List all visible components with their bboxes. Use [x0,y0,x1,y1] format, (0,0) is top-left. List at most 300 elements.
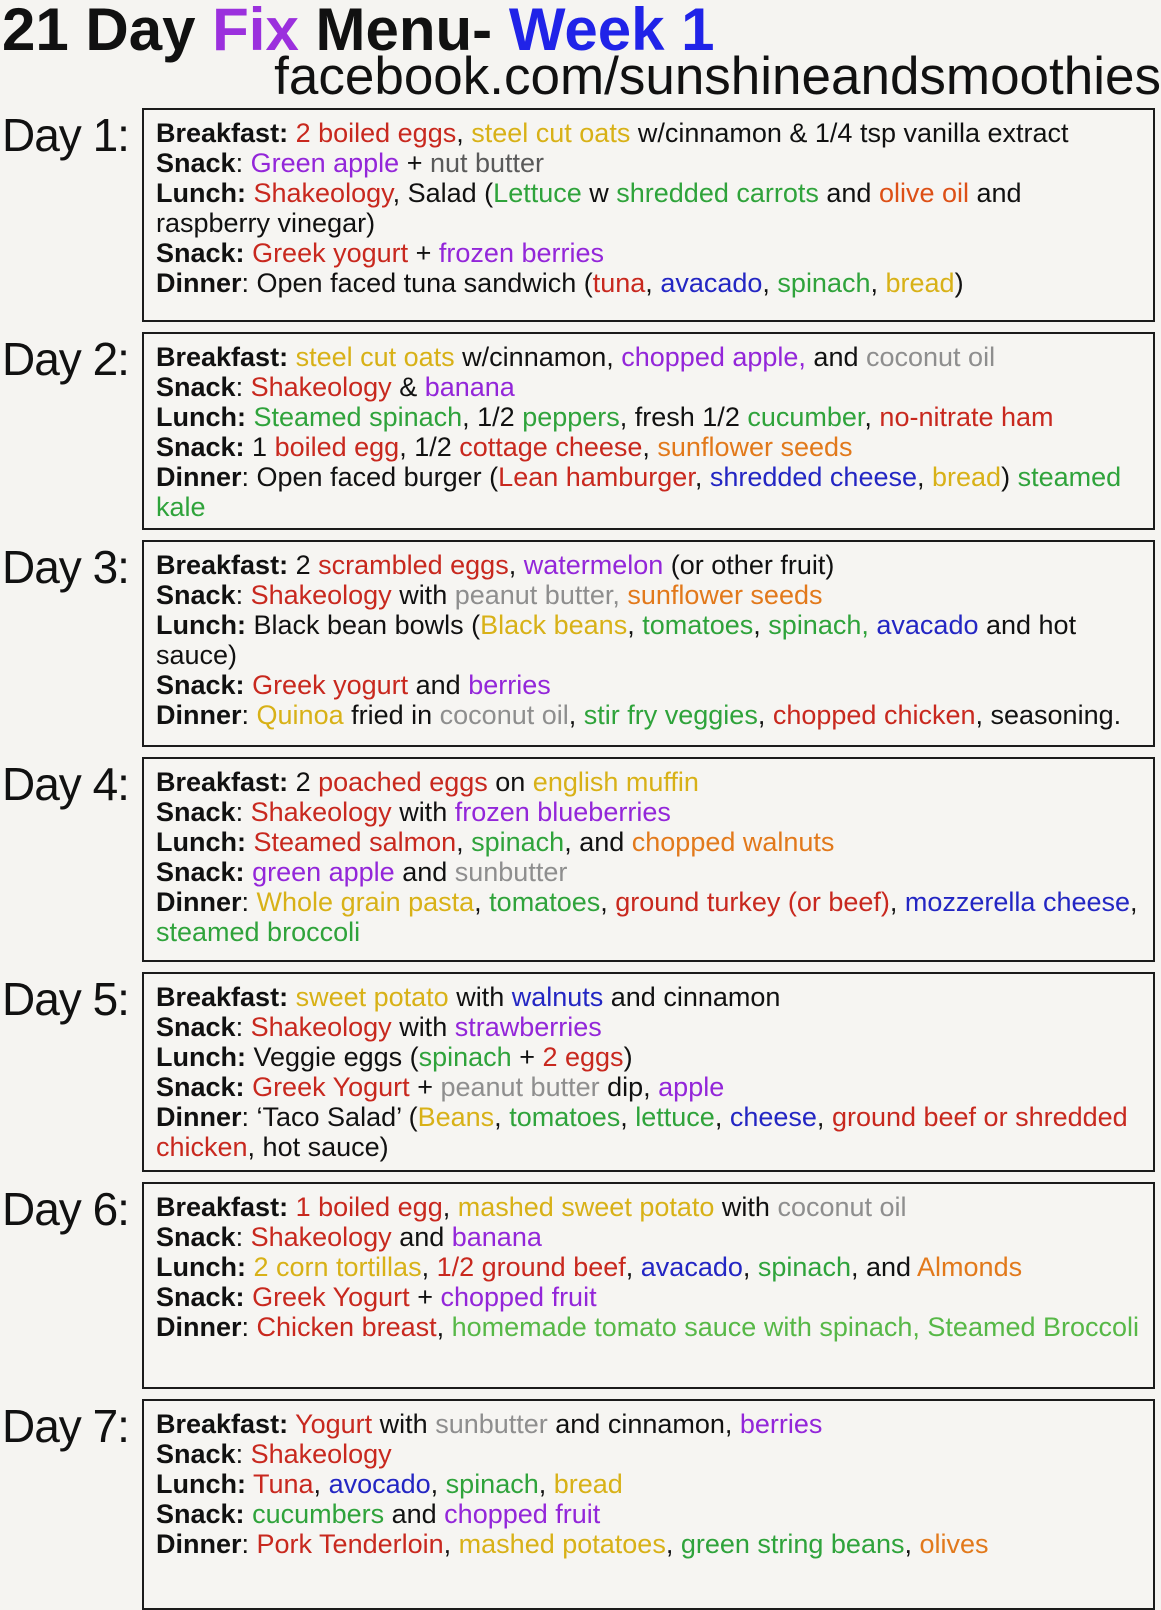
meal-segment: + [399,148,430,178]
meal-segment: sunbutter [454,857,568,887]
meal-segment: 1 boiled egg [295,1192,443,1222]
meal-segment: Shakeology [250,580,392,610]
meal-segment: Dinner [156,268,242,298]
meal-segment: and [391,1222,452,1252]
meal-segment: 2 [288,767,319,797]
meal-line [156,1312,1143,1342]
meal-segment: Steamed spinach [253,402,463,432]
meal-segment: Shakeology [253,178,393,208]
meal-segment: Breakfast: [156,1192,289,1222]
meal-line [156,670,1143,700]
meal-segment: + [409,1282,441,1312]
meal-line [156,610,1143,670]
meal-line [156,1439,1143,1469]
meal-segment: : [235,1439,251,1469]
meal-segment: with [714,1192,778,1222]
meal-line [156,797,1143,827]
meal-segment: Snack [156,1222,236,1252]
meal-segment: , [456,118,472,148]
meal-segment: , [421,1252,437,1282]
meal-segment: apple [658,1072,725,1102]
meal-segment: Lettuce [493,178,582,208]
title-segment: Fix [212,0,299,63]
meal-segment: , [864,402,880,432]
meal-line [156,1252,1143,1282]
meal-segment: , [430,1469,446,1499]
meal-segment: tomatoes [509,1102,621,1132]
day-row [0,1182,1161,1389]
meal-segment: tomatoes [642,610,754,640]
meal-segment [245,1499,253,1529]
meal-segment: spinach [777,268,871,298]
meal-segment: chopped chicken [772,700,976,730]
meal-segment: Lunch: [156,1042,246,1072]
meal-segment: 2 eggs [542,1042,624,1072]
meal-segment: & [391,372,425,402]
meal-segment: 1/2 ground beef [436,1252,626,1282]
menu-box [142,757,1155,962]
meal-segment: green string beans [680,1529,905,1559]
day-label: Day 4: [2,758,129,810]
meal-line [156,268,1143,298]
meal-segment [245,670,253,700]
meal-segment: ground turkey (or beef) [615,887,890,917]
meal-segment: : [235,797,251,827]
meal-segment: peppers [522,402,620,432]
meal-segment: Breakfast: [156,982,289,1012]
meal-segment: , [753,610,769,640]
meal-segment: sweet potato [295,982,449,1012]
meal-segment: , [917,462,933,492]
meal-segment: chopped fruit [440,1282,597,1312]
meal-segment: Lunch: [156,402,246,432]
meal-segment: chopped apple, [621,342,806,372]
meal-segment: , [694,462,710,492]
meal-segment: bread [553,1469,623,1499]
meal-segment: 1 [244,432,275,462]
meal-segment: + [511,1042,543,1072]
meal-segment: spinach [757,1252,851,1282]
meal-segment [288,342,296,372]
meal-line [156,580,1143,610]
meal-segment: , [665,1529,681,1559]
meal-segment: : [241,1529,257,1559]
meal-segment: chopped walnuts [631,827,835,857]
meal-segment: , Salad ( [392,178,494,208]
meal-segment: Snack [156,580,236,610]
meal-segment [246,402,254,432]
meal-segment: , [816,1102,832,1132]
meal-segment: + [408,238,439,268]
meal-segment: Shakeology [250,1439,392,1469]
meal-segment: Dinner [156,1312,242,1342]
meal-segment: : [241,1312,257,1342]
meal-line [156,462,1143,522]
meal-segment: ) [623,1042,633,1072]
day-label: Day 3: [2,541,129,593]
meal-segment: : [235,372,251,402]
meal-segment: and [394,857,455,887]
meal-segment: Shakeology [250,797,392,827]
meal-line [156,432,1143,462]
meal-segment: , [742,1252,758,1282]
meal-segment: Quinoa [256,700,344,730]
meal-segment: sunflower seeds [627,580,823,610]
meal-segment: sunbutter [435,1409,548,1439]
meal-segment: Shakeology [250,1222,392,1252]
meal-segment: coconut oil [439,700,569,730]
menu-box [142,332,1155,530]
meal-segment [245,238,253,268]
meal-segment: mashed potatoes [458,1529,666,1559]
meal-line [156,342,1143,372]
meal-segment: with [391,1012,455,1042]
meal-segment: Yogurt [295,1409,373,1439]
meal-segment: Greek Yogurt [252,1282,410,1312]
meal-segment: , 1/2 [462,402,523,432]
meal-segment: : [235,148,251,178]
meal-segment [246,1252,254,1282]
meal-segment: berries [468,670,551,700]
meal-line [156,1072,1143,1102]
meal-segment: Chicken breast [256,1312,437,1342]
meal-segment: , seasoning. [975,700,1122,730]
meal-line [156,827,1143,857]
meal-segment: walnuts [511,982,604,1012]
meal-segment: , [714,1102,730,1132]
meal-segment: , [436,1312,452,1342]
meal-segment: , and [564,827,632,857]
meal-segment: tuna [592,268,646,298]
menu-days-container [0,108,1161,1610]
day-row [0,1399,1161,1610]
meal-segment: spinach [471,827,565,857]
meal-segment: Breakfast: [156,550,289,580]
meal-segment: Green apple [250,148,400,178]
meal-segment: nut butter [429,148,545,178]
meal-segment [245,1282,253,1312]
meal-segment [246,827,254,857]
meal-segment: , [870,268,886,298]
meal-segment: shredded carrots [616,178,819,208]
meal-segment: , [762,268,778,298]
meal-segment: , fresh 1/2 [619,402,748,432]
meal-segment: w/cinnamon & 1/4 tsp vanilla extract [630,118,1069,148]
meal-line [156,178,1143,238]
meal-segment: Dinner [156,1529,242,1559]
meal-segment [245,1072,253,1102]
meal-segment: and cinnamon [603,982,781,1012]
meal-segment: fried in [343,700,440,730]
meal-segment: avocado [328,1469,431,1499]
title-segment: Menu- [298,0,509,63]
meal-segment: Snack [156,797,236,827]
meal-segment: avacado [640,1252,743,1282]
meal-segment: cucumber [747,402,865,432]
meal-line [156,1102,1143,1162]
meal-segment: lettuce [635,1102,715,1132]
meal-segment: Greek Yogurt [252,1072,410,1102]
meal-segment: , [443,1529,459,1559]
meal-segment: Snack [156,372,236,402]
meal-segment: sunflower seeds [657,432,853,462]
meal-segment: Snack: [156,1282,245,1312]
day-row [0,108,1161,322]
meal-segment: , [313,1469,329,1499]
meal-line [156,1012,1143,1042]
day-label: Day 2: [2,333,129,385]
meal-segment: , [538,1469,554,1499]
meal-segment: Snack [156,148,236,178]
meal-segment: stir fry veggies [583,700,758,730]
meal-segment: w/cinnamon, [454,342,622,372]
meal-line [156,118,1143,148]
meal-segment: Steamed Broccoli [927,1312,1140,1342]
meal-segment: coconut oil [777,1192,907,1222]
meal-segment: : [241,887,257,917]
meal-segment: , [442,1192,458,1222]
meal-segment: and cinnamon, [547,1409,740,1439]
meal-segment: frozen blueberries [454,797,671,827]
meal-segment: berries [739,1409,823,1439]
meal-segment: and [408,670,469,700]
meal-segment: scrambled eggs [318,550,509,580]
meal-segment: Snack [156,1012,236,1042]
meal-segment: Lunch: [156,1252,246,1282]
meal-line [156,1529,1143,1559]
meal-segment: Shakeology [250,372,392,402]
meal-segment [288,118,296,148]
meal-segment: peanut butter [440,1072,600,1102]
meal-segment: Steamed salmon [253,827,457,857]
meal-segment: Greek yogurt [252,238,409,268]
meal-segment: coconut oil [865,342,996,372]
meal-segment: banana [424,372,515,402]
meal-line [156,550,1143,580]
meal-segment: with [391,580,455,610]
title-segment: 21 Day [2,0,213,63]
meal-segment: Snack: [156,1072,245,1102]
meal-line [156,1469,1143,1499]
meal-line [156,887,1143,947]
meal-segment: Lunch: [156,610,246,640]
meal-segment: , and [850,1252,918,1282]
meal-segment: ground beef or shredded chicken [156,1102,1128,1162]
meal-segment: , [494,1102,510,1132]
meal-segment: , [1130,887,1138,917]
meal-segment: boiled egg [274,432,400,462]
meal-segment: and [805,342,866,372]
meal-segment: , [645,268,661,298]
meal-segment: steel cut oats [295,342,455,372]
meal-line [156,767,1143,797]
meal-segment: , [620,1102,636,1132]
meal-segment [246,1469,253,1499]
day-label: Day 1: [2,109,129,161]
meal-segment: ) [954,268,964,298]
meal-line [156,857,1143,887]
meal-segment: watermelon [523,550,664,580]
meal-segment: , 1/2 [399,432,460,462]
meal-segment: Breakfast: [156,1409,289,1439]
meal-segment: ) [1001,462,1018,492]
meal-line [156,1042,1143,1072]
meal-segment: Breakfast: [156,342,289,372]
meal-segment: Greek yogurt [252,670,409,700]
meal-segment: tomatoes [489,887,601,917]
meal-line [156,148,1143,178]
meal-segment: , [889,887,905,917]
meal-segment: Breakfast: [156,767,289,797]
meal-line [156,1222,1143,1252]
meal-segment: Beans [417,1102,495,1132]
menu-box [142,108,1155,322]
meal-line [156,372,1143,402]
meal-segment: bread [932,462,1002,492]
facebook-url: facebook.com/sunshineandsmoothies [274,47,1161,106]
meal-segment: , [625,1252,641,1282]
meal-segment: : [235,1222,251,1252]
meal-segment: dip, [599,1072,659,1102]
meal-segment: Almonds [917,1252,1023,1282]
meal-line [156,402,1143,432]
meal-segment [245,857,253,887]
meal-segment: Breakfast: [156,118,289,148]
meal-segment: no-nitrate ham [879,402,1054,432]
meal-segment: Dinner [156,1102,242,1132]
meal-segment: spinach, [768,610,869,640]
meal-segment [288,982,296,1012]
meal-segment: spinach [418,1042,512,1072]
meal-segment: : Open faced tuna sandwich ( [241,268,593,298]
meal-segment: , [600,887,616,917]
meal-line [156,700,1143,730]
meal-segment: Black bean bowls ( [245,610,481,640]
meal-segment: Black beans [480,610,628,640]
meal-segment: Dinner [156,887,242,917]
meal-segment: on [487,767,533,797]
meal-segment: + [409,1072,441,1102]
meal-segment: mozzerella cheese [904,887,1131,917]
meal-segment: Lunch: [156,178,246,208]
meal-segment: with [391,797,455,827]
meal-segment: : [235,1012,251,1042]
meal-line [156,1282,1143,1312]
meal-segment: shredded cheese [709,462,917,492]
meal-segment: mashed sweet potato [457,1192,715,1222]
meal-segment: Shakeology [250,1012,392,1042]
meal-segment: spinach [445,1469,539,1499]
meal-segment: 2 [288,550,319,580]
meal-segment: and [818,178,879,208]
meal-segment: steamed kale [156,462,1122,522]
title-segment: Week 1 [508,0,715,63]
meal-segment: avacado [660,268,763,298]
meal-segment: : [235,580,251,610]
meal-segment: cottage cheese [459,432,643,462]
meal-line [156,1409,1143,1439]
meal-segment: Snack: [156,238,245,268]
meal-segment: peanut butter, [454,580,620,610]
day-label: Day 7: [2,1400,129,1452]
meal-segment: (or other fruit) [663,550,835,580]
meal-segment: , [757,700,773,730]
meal-segment: : [241,700,257,730]
meal-segment: Veggie eggs ( [245,1042,419,1072]
meal-segment: and [384,1499,445,1529]
meal-segment: Lean hamburger [498,462,695,492]
meal-segment: Snack: [156,432,245,462]
day-label: Day 6: [2,1183,129,1235]
meal-segment: Lunch: [156,827,246,857]
meal-segment: , [904,1529,920,1559]
meal-segment: Snack [156,1439,236,1469]
day-row [0,757,1161,962]
meal-line [156,1499,1143,1529]
day-row [0,540,1161,747]
meal-segment: Dinner [156,700,242,730]
meal-segment: and raspberry vinegar) [156,178,1022,238]
meal-segment: cucumbers [252,1499,385,1529]
meal-segment: banana [451,1222,542,1252]
meal-segment: bread [885,268,955,298]
meal-segment: , [456,827,472,857]
meal-segment: : Open faced burger ( [241,462,499,492]
day-row [0,332,1161,530]
meal-segment: homemade tomato sauce with spinach, [451,1312,920,1342]
meal-segment: : ‘Taco Salad’ ( [241,1102,418,1132]
meal-segment: avacado [876,610,979,640]
meal-segment: Snack: [156,1499,245,1529]
meal-segment: cheese [729,1102,817,1132]
meal-segment: Tuna [253,1469,314,1499]
meal-segment: Lunch: [156,1469,246,1499]
meal-segment: steamed broccoli [156,917,361,947]
meal-segment: Pork Tenderloin [256,1529,444,1559]
meal-segment: , [508,550,524,580]
menu-box [142,972,1155,1172]
meal-segment: poached eggs [318,767,488,797]
meal-segment: 2 boiled eggs [295,118,457,148]
meal-segment: with [448,982,512,1012]
meal-segment: green apple [252,857,395,887]
meal-segment: strawberries [454,1012,602,1042]
meal-segment: , [474,887,490,917]
menu-box [142,540,1155,747]
menu-box [142,1182,1155,1389]
meal-segment: Snack: [156,857,245,887]
meal-segment [246,178,254,208]
meal-segment: steel cut oats [471,118,631,148]
meal-line [156,238,1143,268]
meal-segment: olive oil [878,178,969,208]
meal-segment: Dinner [156,462,242,492]
meal-line [156,982,1143,1012]
meal-segment: , [627,610,643,640]
meal-segment: english muffin [532,767,699,797]
meal-segment [288,1192,296,1222]
meal-segment: with [372,1409,436,1439]
meal-line [156,1192,1143,1222]
menu-box [142,1399,1155,1610]
meal-segment: frozen berries [438,238,604,268]
meal-segment: , hot sauce) [247,1132,389,1162]
meal-segment: , [568,700,584,730]
meal-segment: w [581,178,617,208]
meal-segment: chopped fruit [444,1499,601,1529]
meal-segment: , [642,432,658,462]
page-header [0,0,1161,106]
